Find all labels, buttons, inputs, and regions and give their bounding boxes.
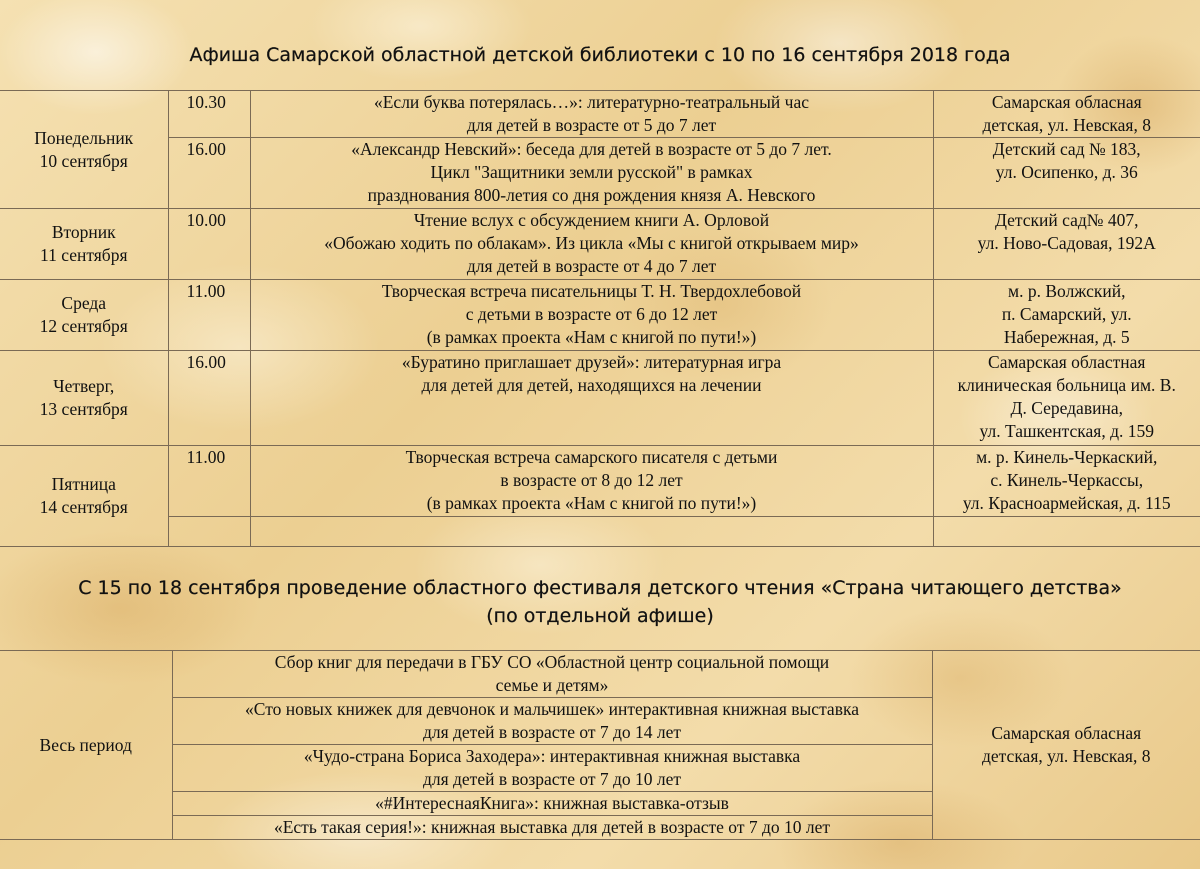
event-line: Творческая встреча писательницы Т. Н. Твердохлебовой [381,281,802,301]
day-cell [0,280,168,351]
event-line: для детей в возрасте от 7 до 10 лет [422,769,682,789]
event-description [172,816,932,840]
event-time: 10.00 [168,209,250,280]
table-row [0,280,1200,351]
day-date: 13 сентября [39,399,128,419]
place-line: Самарская обласная [991,92,1142,112]
table-row [0,138,1200,209]
place-line: м. р. Кинель-Черкаский, [976,447,1158,467]
event-line: Творческая встреча самарского писателя с детьми [405,447,778,467]
event-line: для детей в возрасте от 4 до 7 лет [466,256,717,276]
day-name: Четверг, [53,376,115,396]
event-description [250,209,933,280]
place-line: ул. Ново-Садовая, 192А [977,233,1156,253]
event-time: 11.00 [168,446,250,517]
event-description [250,351,933,446]
place-line: Самарская областная [988,352,1146,372]
day-name: Вторник [51,222,116,242]
festival-line: С 15 по 18 сентября проведение областного фестиваля детского чтения «Страна читающего детства» [78,577,1122,599]
empty-cell [168,517,250,547]
page-title: Афиша Самарской областной детской библиотеки с 10 по 16 сентября 2018 года [189,44,1011,66]
table-row [0,91,1200,138]
place-line: с. Кинель-Черкассы, [990,470,1144,490]
day-name: Пятница [51,474,116,494]
day-date: 10 сентября [39,150,128,171]
event-line: празднования 800-летия со дня рождения князя А. Невского [367,185,816,205]
place-line: ул. Осипенко, д. 36 [995,162,1138,182]
event-line: «Буратино приглашает друзей»: литературная игра [401,352,782,372]
table-row [0,209,1200,280]
day-date: 11 сентября [39,245,128,265]
day-cell [0,351,168,446]
place-line: ул. Ташкентская, д. 159 [979,421,1154,441]
event-time: 16.00 [168,138,250,209]
festival-note: (по отдельной афише) [486,605,714,627]
event-time: 10.30 [168,91,250,138]
place-line: м. р. Волжский, [1008,281,1126,301]
event-place [933,351,1200,446]
table-row [0,351,1200,446]
event-description [172,698,932,745]
event-place [932,651,1200,840]
event-line: Чтение вслух с обсуждением книги А. Орловой [413,210,770,230]
event-line: «Чудо-страна Бориса Заходера»: интерактивная книжная выставка [303,746,801,766]
event-line: в возрасте от 8 до 12 лет [500,470,683,490]
event-description [250,138,933,209]
empty-cell [933,517,1200,547]
day-cell [0,91,168,209]
place-line: Набережная, д. 5 [1003,327,1130,347]
event-line: «#ИнтереснаяКнига»: книжная выставка-отзыв [375,793,729,813]
event-place [933,138,1200,209]
place-line: детская, ул. Невская, 8 [982,115,1151,135]
place-line: детская, ул. Невская, 8 [982,746,1151,766]
event-line: для детей в возрасте от 7 до 14 лет [422,722,682,742]
event-place [933,446,1200,517]
day-cell [0,209,168,280]
event-description [172,651,932,698]
event-line: «Александр Невский»: беседа для детей в возрасте от 5 до 7 лет. [351,139,832,159]
event-line: «Есть такая серия!»: книжная выставка для детей в возрасте от 7 до 10 лет [273,817,831,837]
event-line: Цикл "Защитники земли русской" в рамках [430,162,753,182]
event-line: (в рамках проекта «Нам с книгой по пути!») [426,327,757,347]
day-name: Понедельник [34,127,134,148]
event-description [172,792,932,816]
day-cell [0,446,168,547]
day-date: 14 сентября [39,497,128,517]
place-line: Детский сад№ 407, [994,210,1139,230]
event-line: «Если буква потерялась…»: литературно-театральный час [373,92,809,112]
event-description [250,91,933,138]
weekly-schedule-table [0,90,1200,547]
event-line: (в рамках проекта «Нам с книгой по пути!») [426,493,757,513]
table-row [0,446,1200,517]
event-time: 11.00 [168,280,250,351]
place-line: Самарская обласная [991,723,1142,743]
day-date: 12 сентября [39,316,128,336]
event-line: Сбор книг для передачи в ГБУ СО «Областной центр социальной помощи [274,652,830,672]
event-line: семье и детям» [495,675,609,695]
table-row [0,651,1200,698]
event-line: для детей в возрасте от 5 до 7 лет [466,115,717,135]
event-line: для детей для детей, находящихся на лечении [421,375,762,395]
empty-cell [250,517,933,547]
event-description [172,745,932,792]
event-description [250,446,933,517]
event-line: с детьми в возрасте от 6 до 12 лет [465,304,718,324]
day-name: Среда [61,293,107,313]
place-line: п. Самарский, ул. [1001,304,1132,324]
whole-period-table [0,650,1200,840]
event-place [933,280,1200,351]
place-line: клиническая больница им. В. [957,375,1176,395]
event-line: «Обожаю ходить по облакам». Из цикла «Мы с книгой открываем мир» [324,233,859,253]
event-place [933,209,1200,280]
period-label: Весь период [0,651,172,840]
event-description [250,280,933,351]
place-line: Д. Середавина, [1010,398,1123,418]
event-line: «Сто новых книжек для девчонок и мальчишек» интерактивная книжная выставка [245,699,859,719]
event-time: 16.00 [168,351,250,446]
table-row-empty [0,517,1200,547]
event-place [933,91,1200,138]
festival-announcement [0,574,1200,630]
place-line: Детский сад № 183, [992,139,1141,159]
place-line: ул. Красноармейская, д. 115 [962,493,1171,513]
